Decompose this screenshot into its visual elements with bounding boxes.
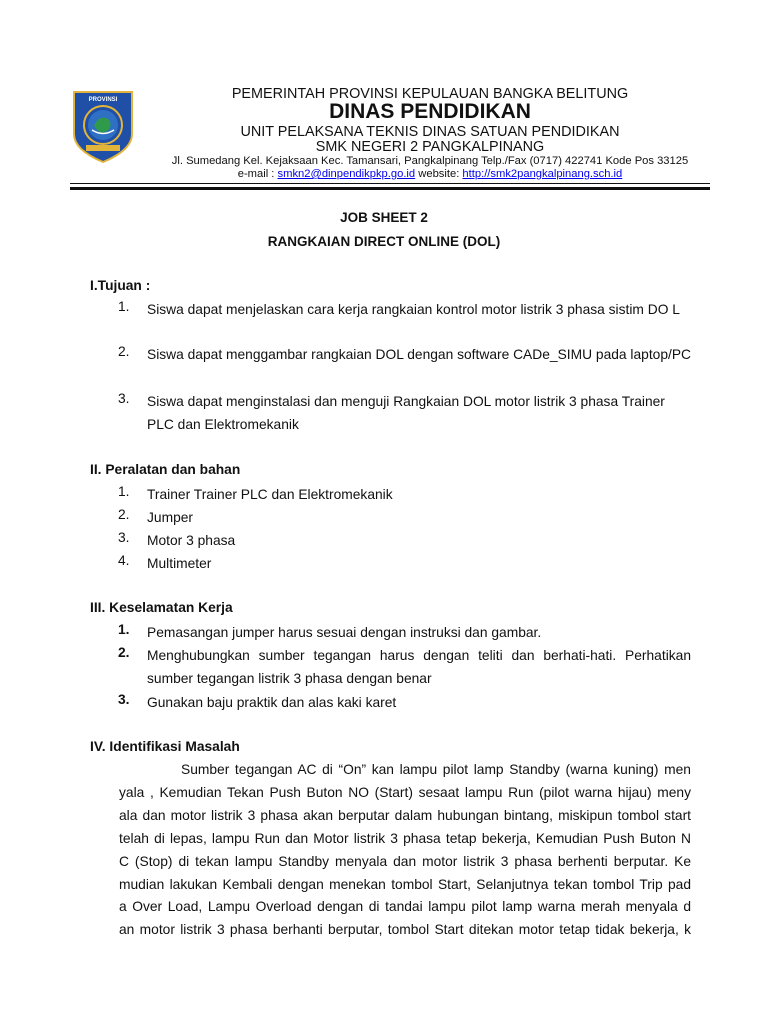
paragraph-line: mudian lakukan Kembali dengan menekan tombol Start, Selanjutnya tekan tombol Trip pad	[119, 876, 691, 892]
list-item: Siswa dapat menginstalasi dan menguji Rangkaian DOL motor listrik 3 phasa Trainer PLC dan Elektromekanik	[147, 394, 665, 432]
header-unit: UNIT PELAKSANA TEKNIS DINAS SATUAN PENDIDIKAN	[240, 124, 620, 140]
list-item: Siswa dapat menggambar rangkaian DOL dengan software CADe_SIMU pada laptop/PC	[147, 347, 692, 362]
list-number: 2.	[118, 344, 130, 359]
list-item: Pemasangan jumper harus sesuai dengan instruksi dan gambar.	[147, 625, 542, 640]
job-sheet-subtitle: RANGKAIAN DIRECT ONLINE (DOL)	[267, 234, 501, 249]
problem-paragraph	[119, 759, 691, 942]
paragraph-line: an motor listrik 3 phasa berhanti berputar, tombol Start ditekan motor tetap tidak bekerja, k	[119, 922, 691, 938]
list-number: 1.	[118, 622, 130, 637]
list-item: Trainer Trainer PLC dan Elektromekanik	[147, 487, 393, 502]
header-address: Jl. Sumedang Kel. Kejaksaan Kec. Tamansari, Pangkalpinang Telp./Fax (0717) 422741 Kode Pos 33125	[171, 155, 689, 167]
list-number: 1.	[118, 484, 130, 499]
job-sheet-title: JOB SHEET 2	[340, 210, 428, 225]
paragraph-line: telah di lepas, lampu Run dan Motor listrik 3 phasa tetap bekerja, Kemudian Push Buton N	[119, 830, 691, 846]
email-label: e-mail :	[237, 168, 278, 180]
header-contact	[130, 168, 730, 180]
header-agency: DINAS PENDIDIKAN	[329, 100, 531, 123]
list-number: 4.	[118, 553, 130, 568]
paragraph-line: yala , Kemudian Tekan Push Buton NO (Start) sesaat lampu Run (pilot warna hijau) meny	[119, 784, 691, 800]
section-heading-tujuan: I.Tujuan :	[90, 278, 151, 293]
list-number: 3.	[118, 692, 130, 707]
shield-emblem-icon	[72, 90, 134, 164]
section-heading-peralatan: II. Peralatan dan bahan	[90, 462, 241, 477]
list-item: Multimeter	[147, 556, 212, 571]
section-heading-keselamatan: III. Keselamatan Kerja	[90, 600, 233, 615]
section-heading-identifikasi: IV. Identifikasi Masalah	[90, 739, 240, 754]
header-rule-thin	[70, 183, 710, 184]
list-item: Motor 3 phasa	[147, 533, 236, 548]
email-link[interactable]: smkn2@dinpendikpkp.go.id	[277, 168, 416, 180]
paragraph-line: ala dan motor listrik 3 phasa akan berputar dalam hubungan bintang, miskipun tombol start	[119, 807, 691, 823]
list-number: 1.	[118, 299, 130, 314]
website-link[interactable]: http://smk2pangkalpinang.sch.id	[462, 168, 623, 180]
list-number: 2.	[118, 507, 130, 522]
list-item: Gunakan baju praktik dan alas kaki karet	[147, 695, 397, 710]
paragraph-line: a Over Load, Lampu Overload dengan di tandai lampu pilot lamp warna merah menyala d	[119, 899, 691, 915]
header-school: SMK NEGERI 2 PANGKALPINANG	[315, 139, 545, 155]
list-number: 3.	[118, 530, 130, 545]
provincial-logo	[72, 90, 134, 164]
list-number: 3.	[118, 391, 130, 406]
list-number: 2.	[118, 645, 130, 660]
header-rule-thick	[70, 187, 710, 190]
header-government: PEMERINTAH PROVINSI KEPULAUAN BANGKA BELITUNG	[231, 86, 629, 102]
list-item: Siswa dapat menjelaskan cara kerja rangkaian kontrol motor listrik 3 phasa sistim DO L	[147, 302, 680, 317]
paragraph-line: Sumber tegangan AC di “On” kan lampu pilot lamp Standby (warna kuning) men	[181, 762, 691, 777]
paragraph-line: C (Stop) di tekan lampu Standby menyala dan motor listrik 3 phasa berhenti berputar. Ke	[119, 853, 691, 869]
website-label: website:	[415, 168, 463, 180]
logo-label: PROVINSI	[88, 97, 118, 103]
list-item: Menghubungkan sumber tegangan harus dengan teliti dan berhati-hati. Perhatikan sumber tegangan listrik 3 phasa dengan benar	[147, 648, 691, 686]
list-item: Jumper	[147, 510, 194, 525]
